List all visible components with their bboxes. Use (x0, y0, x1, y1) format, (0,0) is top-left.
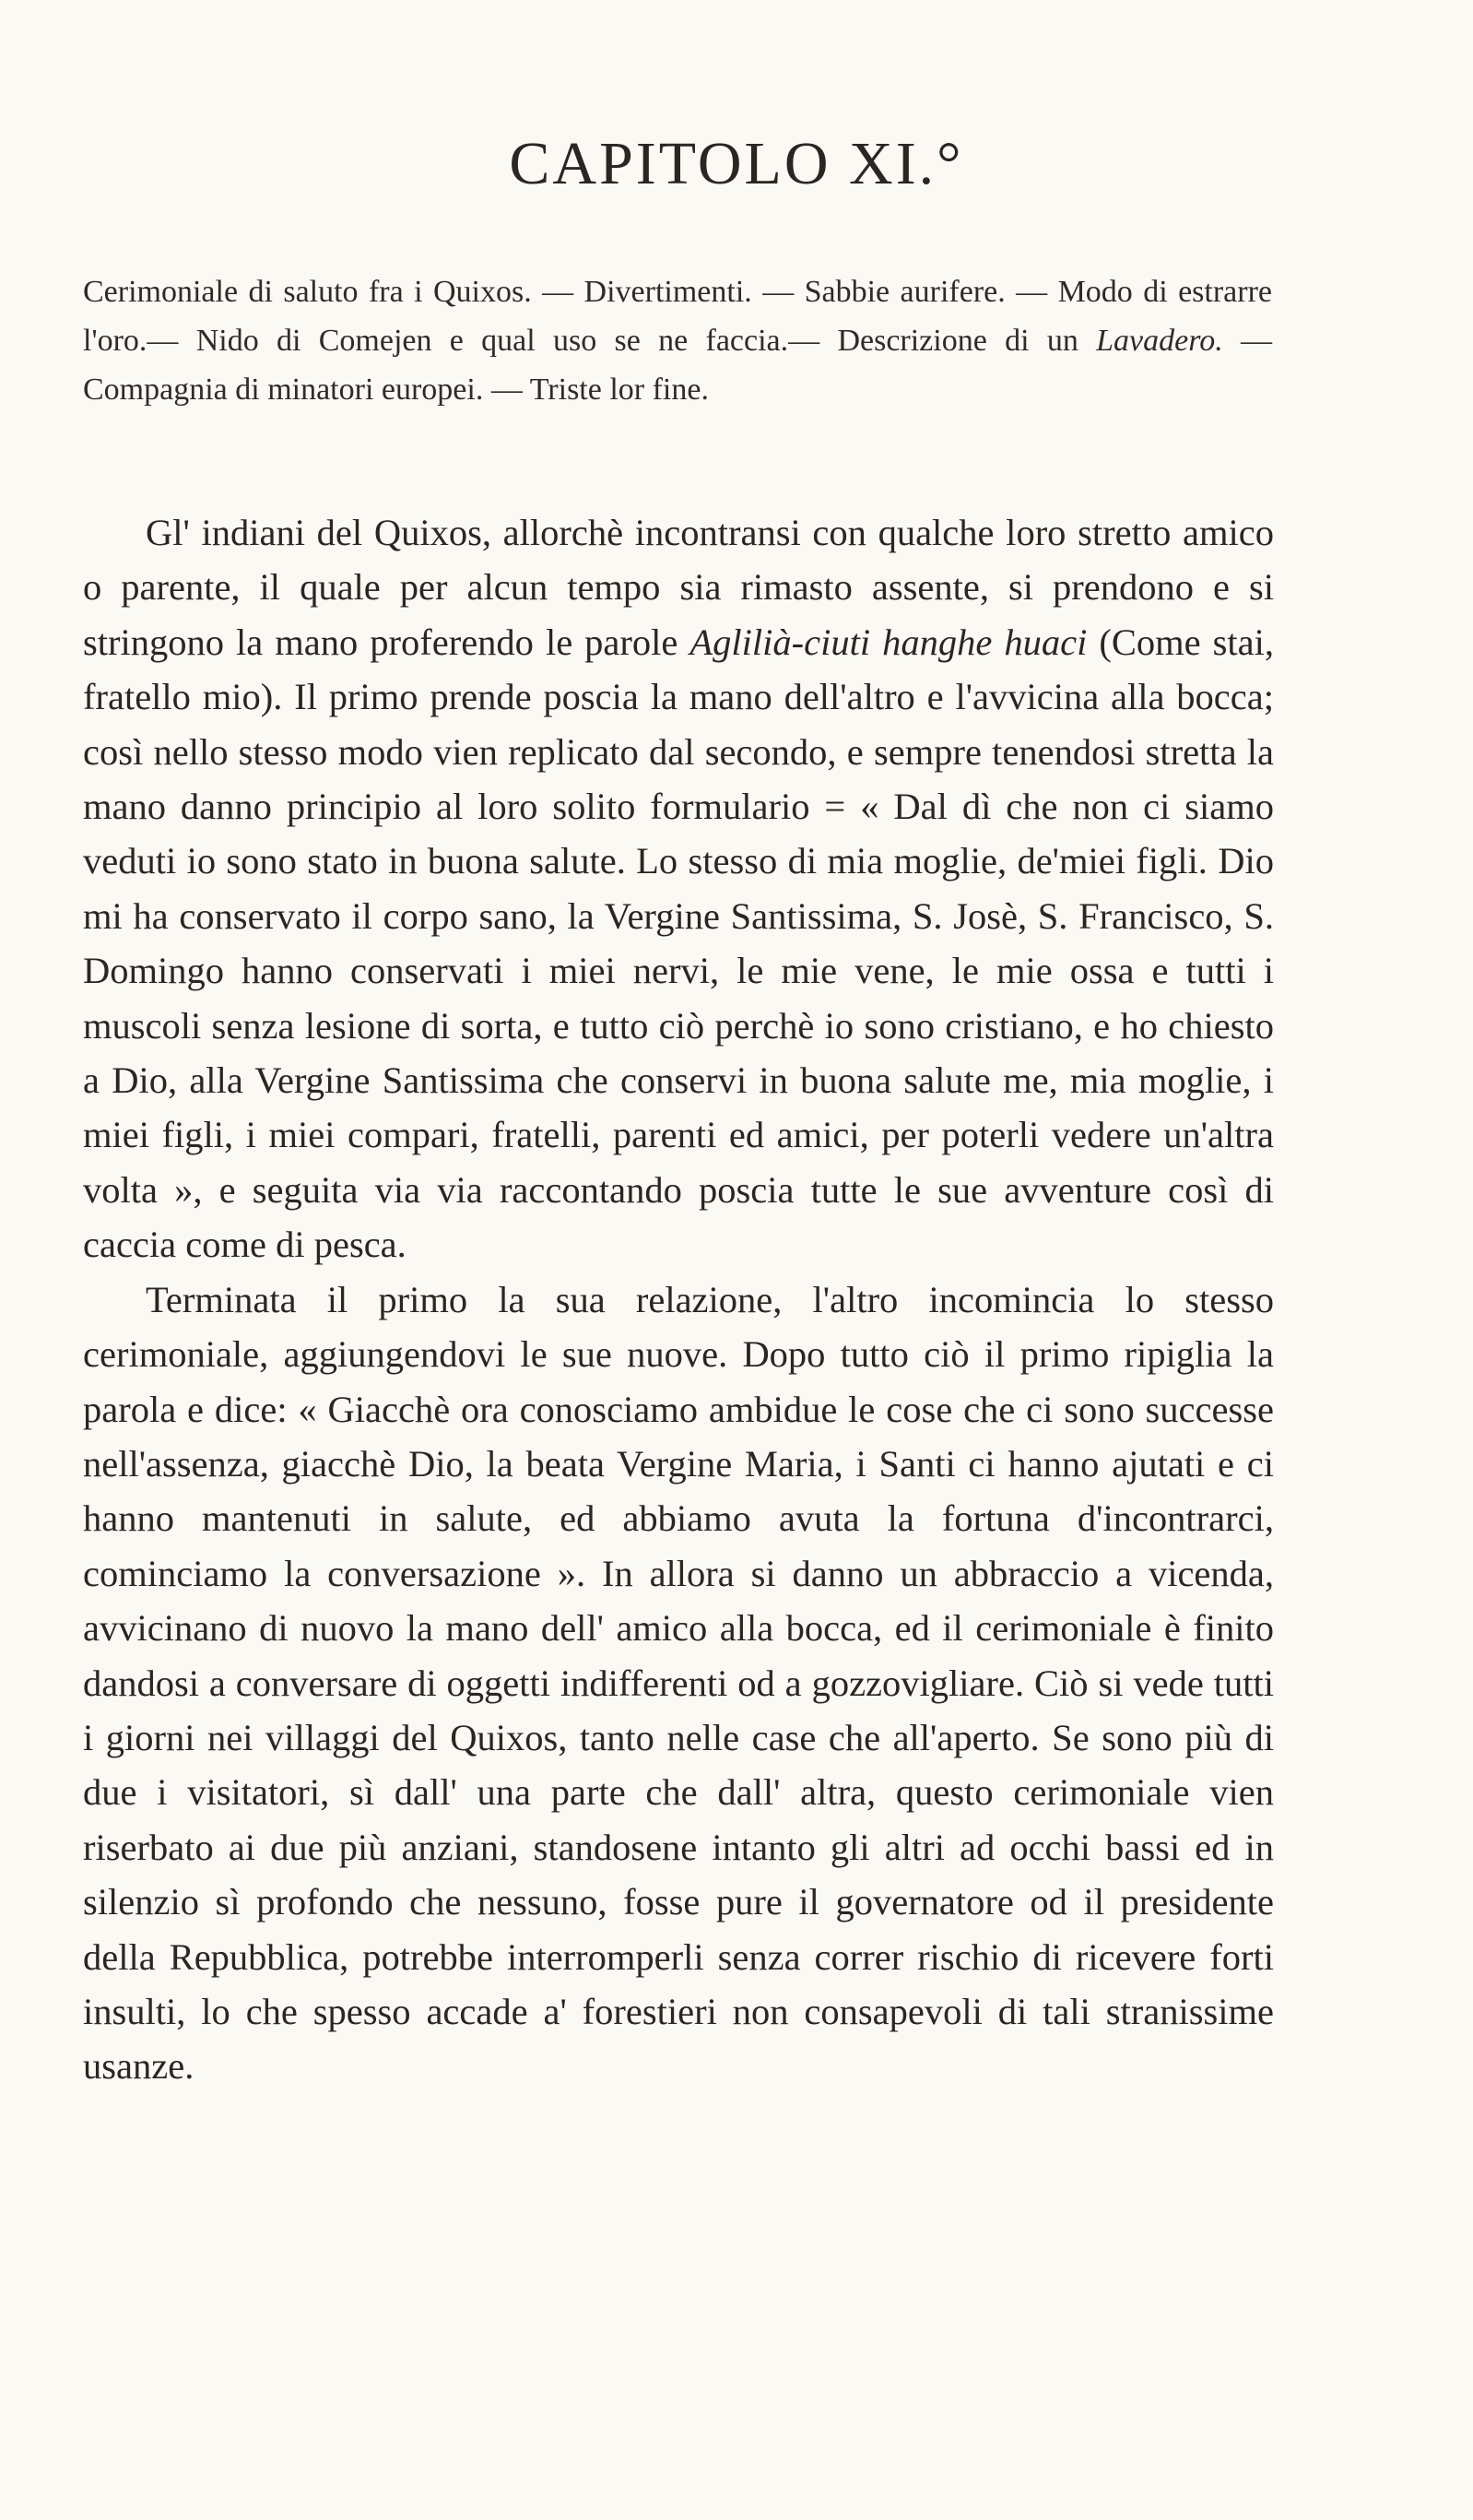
paragraph-1 (83, 505, 1274, 1272)
paragraph-1-before: Gl' indiani del Quixos, allorchè incontransi con qualche loro stretto amico o parente, il quale per alcun tempo sia rimasto assente, si prendono e si stringono la mano proferendo le parole (83, 512, 1274, 663)
chapter-summary (83, 267, 1272, 414)
paragraph-1-italic-phrase: Aglilià-ciuti hanghe huaci (689, 621, 1088, 663)
summary-text-part1: Cerimoniale di saluto fra i Quixos. — Divertimenti. — Sabbie aurifere. — Modo di estrarre l'oro.— Nido di Comejen e qual uso se ne faccia.— Descrizione di un (83, 275, 1272, 358)
paragraph-2: Terminata il primo la sua relazione, l'altro incomincia lo stesso cerimoniale, aggiungendovi le sue nuove. Dopo tutto ciò il primo ripiglia la parola e dice: « Giacchè ora conosciamo ambidue le cose che ci sono successe nell'assenza, giacchè Dio, la beata Vergine Maria, i Santi ci hanno ajutati e ci hanno mantenuti in salute, ed abbiamo avuta la fortuna d'incontrarci, cominciamo la conversazione ». In allora si danno un abbraccio a vicenda, avvicinano di nuovo la mano dell' amico alla bocca, ed il cerimoniale è finito dandosi a conversare di oggetti indifferenti od a gozzovigliare. Ciò si vede tutti i giorni nei villaggi del Quixos, tanto nelle case che all'aperto. Se sono più di due i visitatori, sì dall' una parte che dall' altra, questo cerimoniale vien riserbato ai due più anziani, standosene intanto gli altri ad occhi bassi ed in silenzio sì profondo che nessuno, fosse pure il governatore od il presidente della Repubblica, potrebbe interromperli senza correr rischio di ricevere forti insulti, lo che spesso accade a' forestieri non consapevoli di tali stranissime usanze. (83, 1278, 1274, 2088)
summary-text-part2: — Compagnia di minatori europei. — Triste lor fine. (83, 324, 1272, 407)
chapter-body (83, 505, 1274, 2094)
summary-italic-term: Lavadero. (1096, 324, 1223, 358)
paragraph-1-after: (Come stai, fratello mio). Il primo prende poscia la mano dell'altro e l'avvicina alla bocca; così nello stesso modo vien replicato dal secondo, e sempre tenendosi stretta la mano danno principio al loro solito formulario = « Dal dì che non ci siamo veduti io sono stato in buona salute. Lo stesso di mia moglie, de'miei figli. Dio mi ha conservato il corpo sano, la Vergine Santissima, S. Josè, S. Francisco, S. Domingo hanno conservati i miei nervi, le mie vene, le mie ossa e tutti i muscoli senza lesione di sorta, e tutto ciò perchè io sono cristiano, e ho chiesto a Dio, alla Vergine Santissima che conservi in buona salute me, mia moglie, i miei figli, i miei compari, fratelli, parenti ed amici, per poterli vedere un'altra volta », e seguita via via raccontando poscia tutte le sue avventure così di caccia come di pesca. (83, 621, 1275, 1266)
chapter-title: CAPITOLO XI.° (509, 130, 964, 197)
